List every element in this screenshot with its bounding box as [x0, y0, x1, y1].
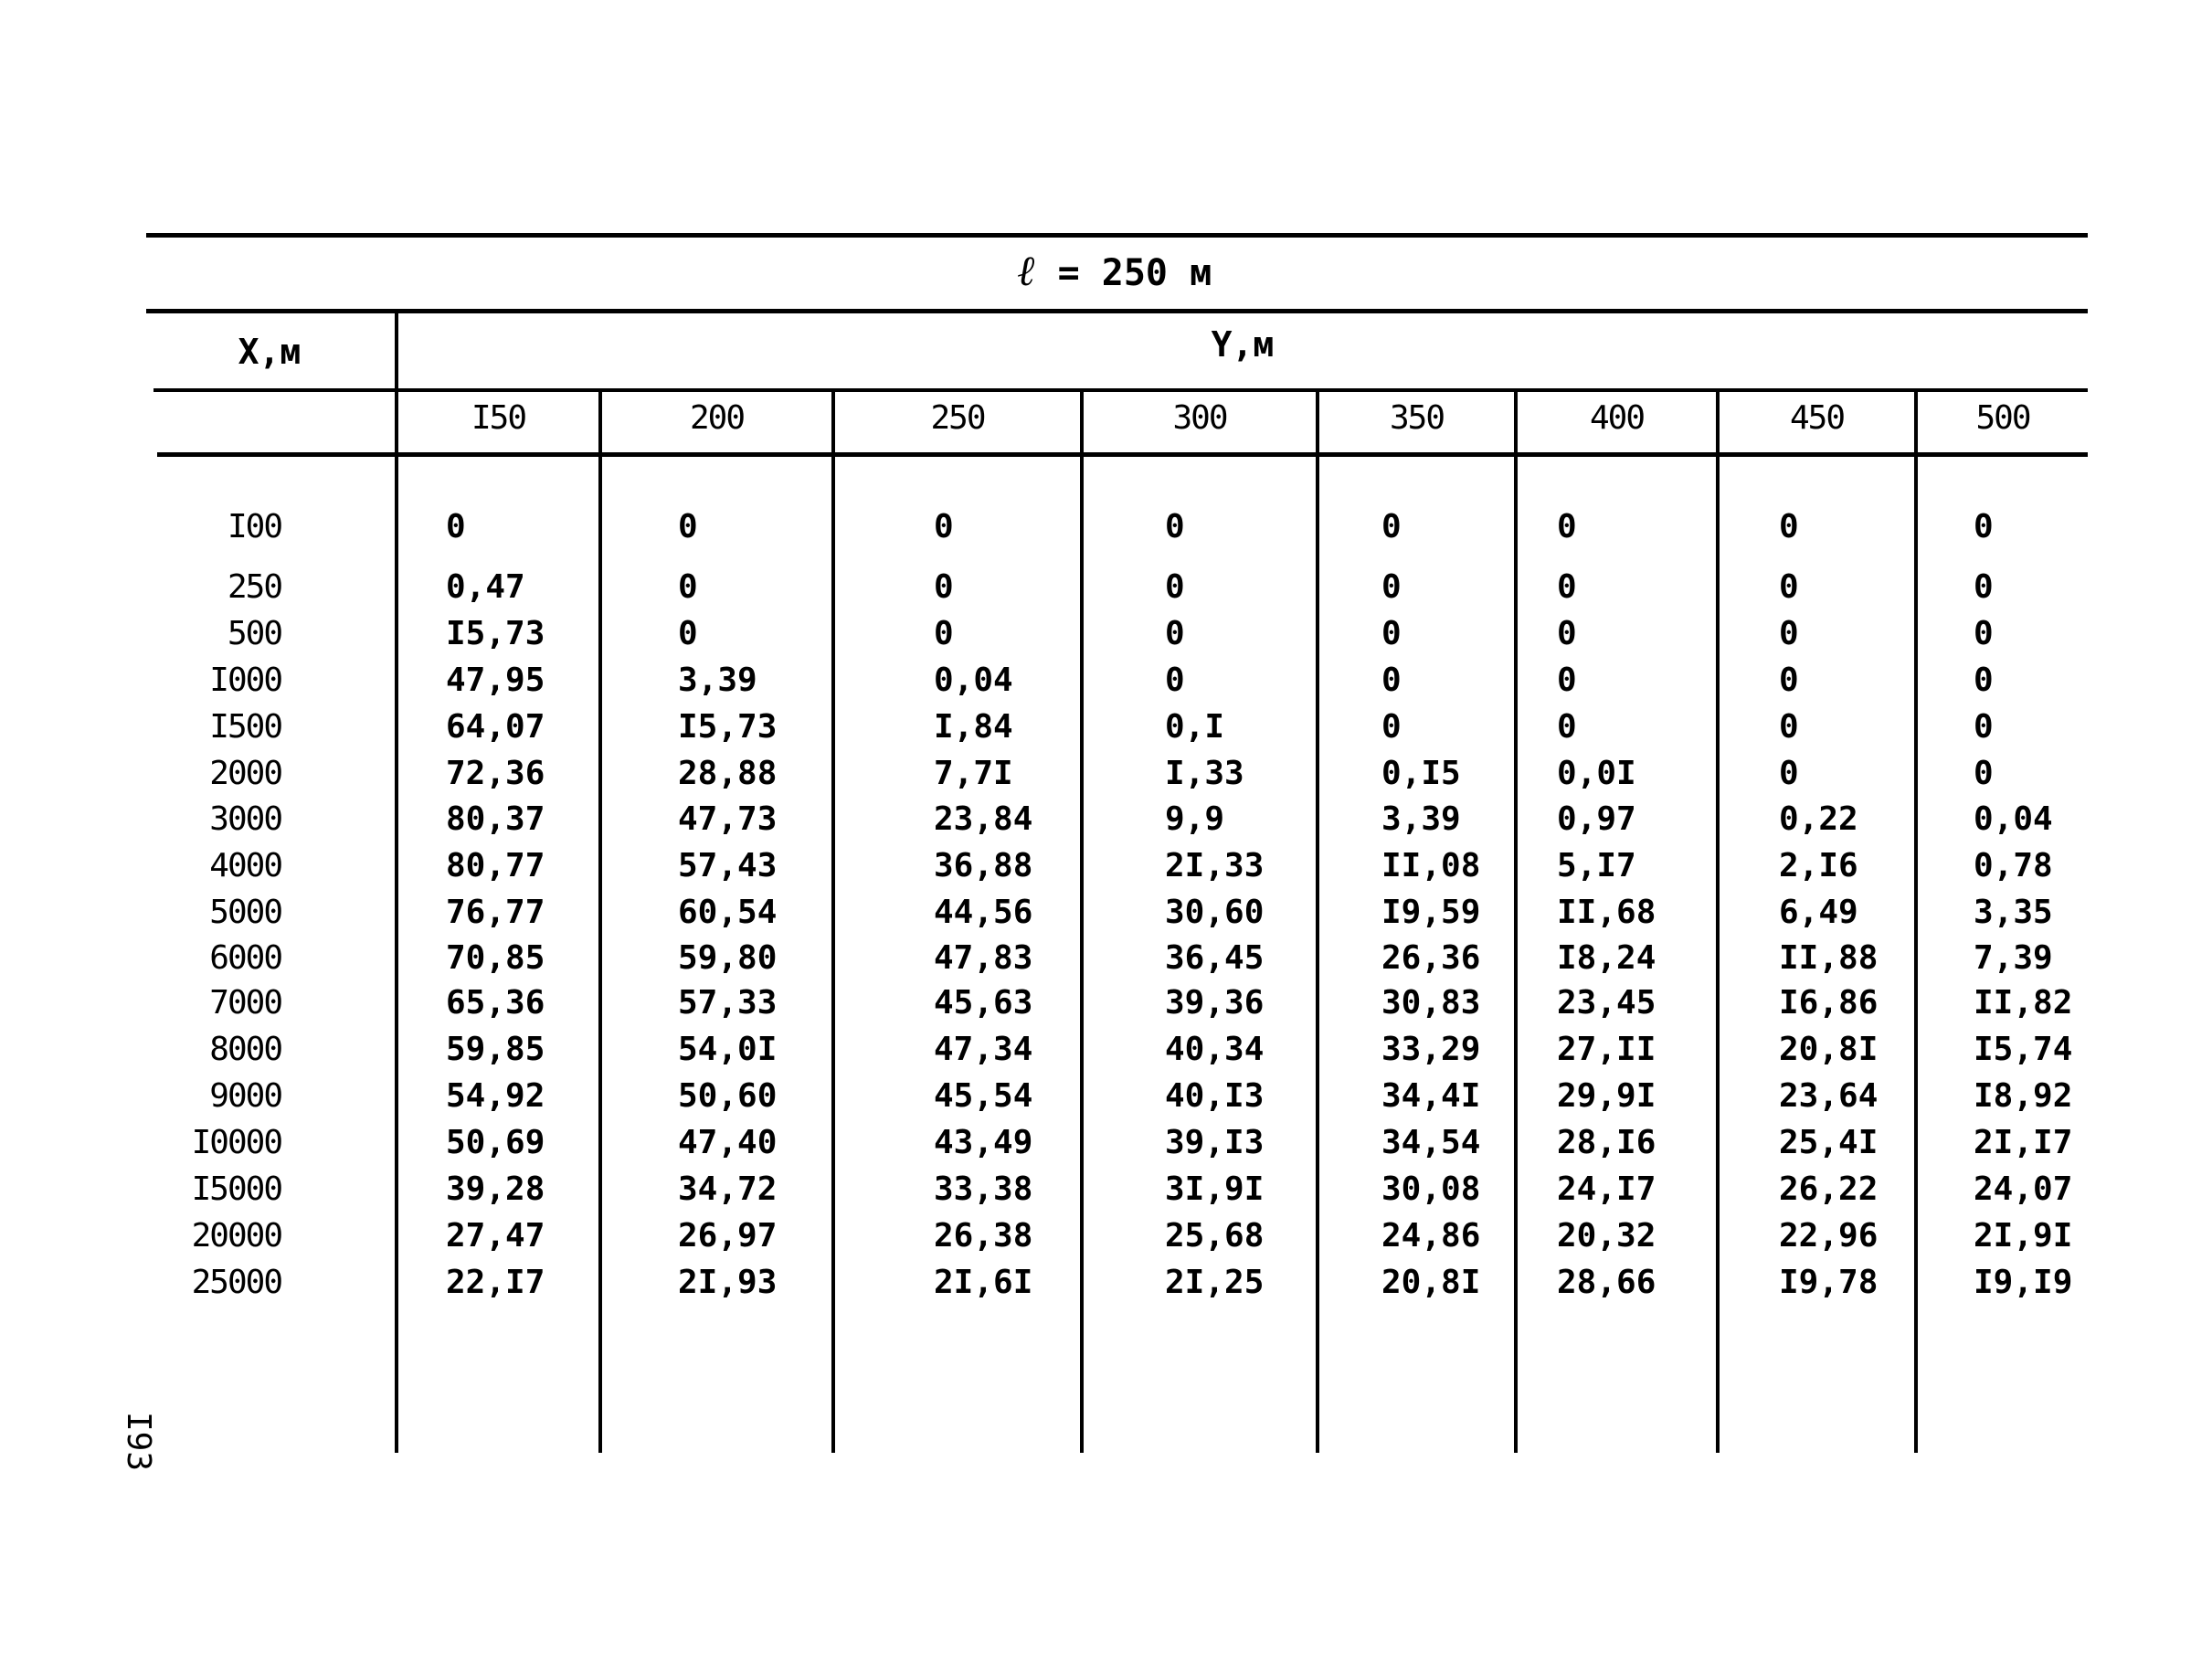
table-cell: 2I,33	[1165, 847, 1265, 884]
row-header: 3000	[209, 800, 281, 838]
column-divider	[1080, 391, 1084, 1453]
table-cell: 0	[1165, 662, 1185, 699]
row-header: 500	[227, 615, 281, 652]
row-header: 8000	[209, 1031, 281, 1068]
table-cell: 0	[1381, 568, 1402, 606]
row-header: 2000	[209, 755, 281, 792]
table-cell: 34,54	[1381, 1124, 1481, 1161]
table-cell: 54,92	[446, 1077, 545, 1115]
table-cell: I9,78	[1779, 1264, 1879, 1301]
table-cell: 5,I7	[1557, 847, 1636, 884]
table-cell: 47,95	[446, 662, 545, 699]
table-cell: 80,77	[446, 847, 545, 884]
table-cell: 26,97	[678, 1217, 778, 1255]
table-cell: I8,24	[1557, 939, 1656, 977]
row-header: 25000	[191, 1264, 281, 1301]
row-header: I5000	[191, 1170, 281, 1208]
table-cell: 9,9	[1165, 800, 1225, 838]
table-cell: 0	[1779, 508, 1799, 545]
table-cell: 0	[1557, 615, 1577, 652]
column-divider	[1716, 391, 1720, 1453]
table-cell: 0	[1974, 508, 1994, 545]
column-divider	[831, 391, 835, 1453]
table-cell: 24,86	[1381, 1217, 1481, 1255]
table-cell: 47,34	[934, 1031, 1033, 1068]
table-cell: 3,39	[678, 662, 757, 699]
table-cell: I5,74	[1974, 1031, 2073, 1068]
row-header: 20000	[191, 1217, 281, 1255]
table-cell: 25,4I	[1779, 1124, 1879, 1161]
table-cell: 33,38	[934, 1170, 1033, 1208]
table-cell: 0	[1557, 568, 1577, 606]
table-cell: 44,56	[934, 894, 1033, 931]
title-value: = 250 м	[1035, 252, 1212, 294]
table-cell: 2,I6	[1779, 847, 1858, 884]
table-cell: 30,83	[1381, 984, 1481, 1022]
table-cell: 0	[1165, 508, 1185, 545]
x-header: X,м	[238, 332, 302, 372]
table-cell: 0	[1557, 662, 1577, 699]
column-divider	[1514, 391, 1518, 1453]
table-cell: 0	[1557, 508, 1577, 545]
table-cell: 59,80	[678, 939, 778, 977]
row-header: 5000	[209, 894, 281, 931]
table-cell: 47,73	[678, 800, 778, 838]
table-cell: 26,38	[934, 1217, 1033, 1255]
table-cell: 0	[1381, 615, 1402, 652]
table-cell: 0,04	[1974, 800, 2053, 838]
length-symbol: ℓ	[1017, 246, 1036, 295]
table-cell: I5,73	[446, 615, 545, 652]
table-cell: 29,9I	[1557, 1077, 1656, 1115]
table-cell: II,82	[1974, 984, 2073, 1022]
row-header: I00	[227, 508, 281, 545]
table-cell: 47,83	[934, 939, 1033, 977]
table-cell: 0	[1557, 708, 1577, 746]
table-cell: 20,32	[1557, 1217, 1656, 1255]
table-cell: 0,04	[934, 662, 1013, 699]
table-cell: 40,I3	[1165, 1077, 1265, 1115]
row-header: 4000	[209, 847, 281, 884]
table-cell: 33,29	[1381, 1031, 1481, 1068]
table-cell: 7,39	[1974, 939, 2053, 977]
table-cell: 45,54	[934, 1077, 1033, 1115]
table-cell: 0	[1381, 508, 1402, 545]
row-header: I500	[209, 708, 281, 746]
table-cell: 70,85	[446, 939, 545, 977]
table-cell: 3,35	[1974, 894, 2053, 931]
table-cell: 47,40	[678, 1124, 778, 1161]
table-cell: 30,60	[1165, 894, 1265, 931]
table-cell: 34,4I	[1381, 1077, 1481, 1115]
column-header-rule	[157, 452, 2088, 457]
table-cell: 0	[678, 508, 698, 545]
table-cell: 2I,6I	[934, 1264, 1033, 1301]
table-cell: 0	[678, 615, 698, 652]
column-header: 500	[1975, 399, 2030, 437]
table-cell: 26,36	[1381, 939, 1481, 977]
table-cell: 23,45	[1557, 984, 1656, 1022]
table-cell: 2I,9I	[1974, 1217, 2073, 1255]
table-cell: 76,77	[446, 894, 545, 931]
table-cell: 22,96	[1779, 1217, 1879, 1255]
table-cell: 6,49	[1779, 894, 1858, 931]
column-divider	[1914, 391, 1918, 1453]
table-cell: I,33	[1165, 755, 1244, 792]
column-divider	[598, 391, 602, 1453]
table-cell: 0	[1165, 568, 1185, 606]
table-cell: I8,92	[1974, 1077, 2073, 1115]
table-cell: 23,84	[934, 800, 1033, 838]
table-cell: 80,37	[446, 800, 545, 838]
table-cell: 0	[446, 508, 466, 545]
row-header: I000	[209, 662, 281, 699]
title-rule	[146, 309, 2088, 313]
table-cell: 0,0I	[1557, 755, 1636, 792]
table-cell: 57,43	[678, 847, 778, 884]
table-cell: II,88	[1779, 939, 1879, 977]
column-divider	[395, 312, 398, 1453]
table-cell: 7,7I	[934, 755, 1013, 792]
table-cell: 0,I	[1165, 708, 1225, 746]
row-header: 9000	[209, 1077, 281, 1115]
table-cell: 0,I5	[1381, 755, 1461, 792]
table-cell: 27,47	[446, 1217, 545, 1255]
table-cell: 57,33	[678, 984, 778, 1022]
table-cell: 0	[1974, 708, 1994, 746]
table-cell: 23,64	[1779, 1077, 1879, 1115]
table-cell: 0	[1974, 615, 1994, 652]
table-cell: 50,60	[678, 1077, 778, 1115]
column-header: 400	[1589, 399, 1645, 437]
table-cell: 43,49	[934, 1124, 1033, 1161]
column-header: 350	[1389, 399, 1445, 437]
table-cell: 2I,25	[1165, 1264, 1265, 1301]
table-cell: 72,36	[446, 755, 545, 792]
row-header: 7000	[209, 984, 281, 1022]
table-cell: 0,78	[1974, 847, 2053, 884]
table-cell: 36,88	[934, 847, 1033, 884]
table-cell: 3,39	[1381, 800, 1461, 838]
table-cell: 22,I7	[446, 1264, 545, 1301]
table-cell: 28,66	[1557, 1264, 1656, 1301]
table-cell: 0	[934, 615, 954, 652]
table-cell: 3I,9I	[1165, 1170, 1265, 1208]
table-cell: 26,22	[1779, 1170, 1879, 1208]
table-cell: 50,69	[446, 1124, 545, 1161]
table-cell: I,84	[934, 708, 1013, 746]
table-cell: 20,8I	[1779, 1031, 1879, 1068]
table-cell: 0	[1165, 615, 1185, 652]
table-cell: 0	[1381, 662, 1402, 699]
table-cell: 24,I7	[1557, 1170, 1656, 1208]
table-cell: 28,88	[678, 755, 778, 792]
table-cell: 0	[934, 508, 954, 545]
table-cell: I9,I9	[1974, 1264, 2073, 1301]
table-cell: I9,59	[1381, 894, 1481, 931]
table-cell: 0,47	[446, 568, 525, 606]
table-cell: 24,07	[1974, 1170, 2073, 1208]
table-cell: 30,08	[1381, 1170, 1481, 1208]
table-cell: 0,97	[1557, 800, 1636, 838]
table-cell: 64,07	[446, 708, 545, 746]
page-number: I93	[120, 1412, 157, 1472]
table-cell: 0	[678, 568, 698, 606]
table-cell: II,68	[1557, 894, 1656, 931]
table-cell: 28,I6	[1557, 1124, 1656, 1161]
table-cell: 54,0I	[678, 1031, 778, 1068]
column-header: 250	[930, 399, 985, 437]
row-header: 250	[227, 568, 281, 606]
table-cell: 0	[1974, 662, 1994, 699]
column-header: 450	[1789, 399, 1845, 437]
table-cell: 0	[1779, 755, 1799, 792]
column-header: 300	[1172, 399, 1227, 437]
table-cell: 0	[1974, 755, 1994, 792]
table-cell: 40,34	[1165, 1031, 1265, 1068]
y-header: Y,м	[1211, 324, 1275, 365]
column-header: 200	[689, 399, 745, 437]
table-cell: 39,36	[1165, 984, 1265, 1022]
table-cell: 0	[1779, 708, 1799, 746]
table-cell: 0	[1779, 615, 1799, 652]
table-cell: 45,63	[934, 984, 1033, 1022]
row-header: 6000	[209, 939, 281, 977]
table-cell: 20,8I	[1381, 1264, 1481, 1301]
table-cell: 39,28	[446, 1170, 545, 1208]
table-cell: 25,68	[1165, 1217, 1265, 1255]
row-header: I0000	[191, 1124, 281, 1161]
column-divider	[1316, 391, 1319, 1453]
column-header: I50	[471, 399, 526, 437]
table-cell: 27,II	[1557, 1031, 1656, 1068]
table-cell: 0	[934, 568, 954, 606]
table-cell: 36,45	[1165, 939, 1265, 977]
table-cell: II,08	[1381, 847, 1481, 884]
table-title	[146, 243, 2083, 298]
table-cell: 0	[1381, 708, 1402, 746]
table-cell: 2I,I7	[1974, 1124, 2073, 1161]
table-cell: 34,72	[678, 1170, 778, 1208]
table-cell: 2I,93	[678, 1264, 778, 1301]
table-cell: 60,54	[678, 894, 778, 931]
table-cell: 39,I3	[1165, 1124, 1265, 1161]
table-cell: 0	[1974, 568, 1994, 606]
table-cell: 0	[1779, 568, 1799, 606]
table-cell: 59,85	[446, 1031, 545, 1068]
table-cell: 0	[1779, 662, 1799, 699]
table-cell: 65,36	[446, 984, 545, 1022]
table-cell: I6,86	[1779, 984, 1879, 1022]
table-cell: 0,22	[1779, 800, 1858, 838]
top-rule	[146, 233, 2088, 238]
table-cell: I5,73	[678, 708, 778, 746]
